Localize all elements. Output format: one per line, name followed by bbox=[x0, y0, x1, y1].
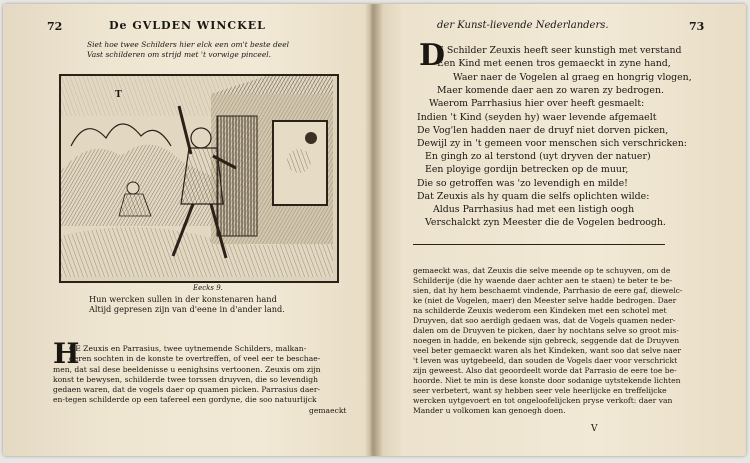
verse-line-1: Hun wercken sullen in der konstenaren hand bbox=[89, 294, 277, 304]
prose-line: deren sochten in de konste te overtreffen, of veel eer te beschae- bbox=[69, 354, 321, 363]
prose-line: zijn geweest. Also dat geoordeelt worde dat Parrasio de eere toe be- bbox=[413, 366, 677, 375]
plate-number: Eecks 9. bbox=[193, 284, 223, 292]
poem-line: Die so getroffen was 'zo levendigh en milde! bbox=[417, 178, 628, 189]
catchword: gemaeckt bbox=[309, 406, 347, 415]
prose-dropcap: H bbox=[53, 337, 80, 370]
prose-line: gedaen waren, dat de vogels daer op quamen picken. Parrasius daer- bbox=[53, 385, 321, 394]
left-page bbox=[3, 4, 373, 456]
prose-line: ke (niet de Vogelen, maer) den Meester selve hadde bedrogen. Daer bbox=[413, 296, 677, 305]
prose-line: wercken uytgevoert en tot ongeloofelijcken pryse verkoft: daer van bbox=[413, 396, 673, 405]
right-running-title: der Kunst-lievende Nederlanders. bbox=[437, 20, 609, 31]
prose-line: sien, dat hy hem beschaemt vindende, Parrhasio de eere gaf, diewelc- bbox=[413, 286, 683, 295]
prose-line: na schilderde Zeuxis wederom een Kindeken met een schotel met bbox=[413, 306, 667, 315]
prose-line: Mander u volkomen kan genoegh doen. bbox=[413, 406, 566, 415]
poem-line: Waerom Parrhasius hier over heeft gesmaelt: bbox=[429, 98, 645, 109]
prose-line: Druyven, dat soo aerdigh gedaen was, dat de Vogels quamen neder- bbox=[413, 316, 676, 325]
caption-line-1: Siet hoe twee Schilders hier elck een om't beste deel bbox=[87, 40, 290, 49]
left-running-title: De GVLDEN WINCKEL bbox=[109, 19, 266, 32]
poem-line: Een ployige gordijn betrecken op de muur, bbox=[425, 164, 629, 175]
engraving-artwork bbox=[61, 76, 333, 277]
prose-line: dalen om de Druyven te picken, daer hy nochtans selve so groot mis- bbox=[413, 326, 679, 335]
prose-line: men, dat sal dese beeldenisse u eenighsins vertoonen. Zeuxis om zijn bbox=[53, 365, 321, 374]
poem-line: De Vog'len hadden naer de druyf niet dorven picken, bbox=[417, 125, 669, 136]
left-page-number: 72 bbox=[47, 20, 63, 33]
signature-mark: V bbox=[591, 424, 598, 434]
poem-line: Verschalckt zyn Meester die de Vogelen bedroogh. bbox=[425, 217, 666, 228]
poem-line: Indien 't Kind (seyden hy) waer levende afgemaelt bbox=[417, 112, 657, 123]
poem-line: En gingh zo al terstond (uyt dryven der natuer) bbox=[425, 151, 651, 162]
section-divider bbox=[413, 244, 665, 245]
poem-line: Dewijl zy in 't gemeen voor menschen sich verschricken: bbox=[417, 138, 687, 149]
prose-line: Schilderije (die hy waende daer achter aen te staen) te beter te be- bbox=[413, 276, 673, 285]
poem-dropcap: D bbox=[419, 38, 446, 73]
plate-letter: T bbox=[115, 90, 122, 100]
right-page-number: 73 bbox=[689, 20, 705, 33]
prose-line: gemaeckt was, dat Zeuxis die selve meende op te schuyven, om de bbox=[413, 266, 671, 275]
right-page bbox=[373, 4, 746, 456]
prose-line: en-tegen schilderde op een tafereel een gordyne, die soo natuurlijck bbox=[53, 395, 317, 404]
poem-line: Dat Zeuxis als hy quam die selfs oplichten wilde: bbox=[417, 191, 650, 202]
poem-line: Waer naer de Vogelen al graeg en hongrig vlogen, bbox=[453, 72, 692, 83]
prose-line: OE Zeuxis en Parrasius, twee uytnemende Schilders, malkan- bbox=[69, 344, 307, 353]
engraving-illustration bbox=[59, 74, 339, 283]
prose-line: seer verbetert, want sy hebben seer vele heerlijcke en treffelijcke bbox=[413, 386, 667, 395]
poem-line: Maer komende daer aen zo waren zy bedrogen. bbox=[437, 85, 664, 96]
caption-line-2: Vast schilderen om strijd met 't vorwige pinceel. bbox=[87, 50, 272, 59]
poem-line: Aldus Parrhasius had met een listigh oogh bbox=[433, 204, 635, 215]
prose-line: konst te bewysen, schilderde twee torssen druyven, die so levendigh bbox=[53, 375, 318, 384]
prose-line: veel beter gemaeckt waren als het Kindeken, want soo dat selve naer bbox=[413, 346, 681, 355]
poem-line: E Schilder Zeuxis heeft seer kunstigh met verstand bbox=[437, 45, 682, 56]
poem-line: Een Kind met eenen tros gemaeckt in zyne hand, bbox=[437, 58, 671, 69]
prose-line: hoorde. Niet te min is dese konste door sodanige uytstekende lichten bbox=[413, 376, 681, 385]
prose-line: 't leven was uytgebeeld, dan souden de Vogels daer voor verschrickt bbox=[413, 356, 678, 365]
verse-line-2: Altijd gepresen zijn van d'eene in d'ander land. bbox=[89, 304, 285, 314]
prose-line: noegen in hadde, en bekende sijn gebreck, seggende dat de Druyven bbox=[413, 336, 680, 345]
